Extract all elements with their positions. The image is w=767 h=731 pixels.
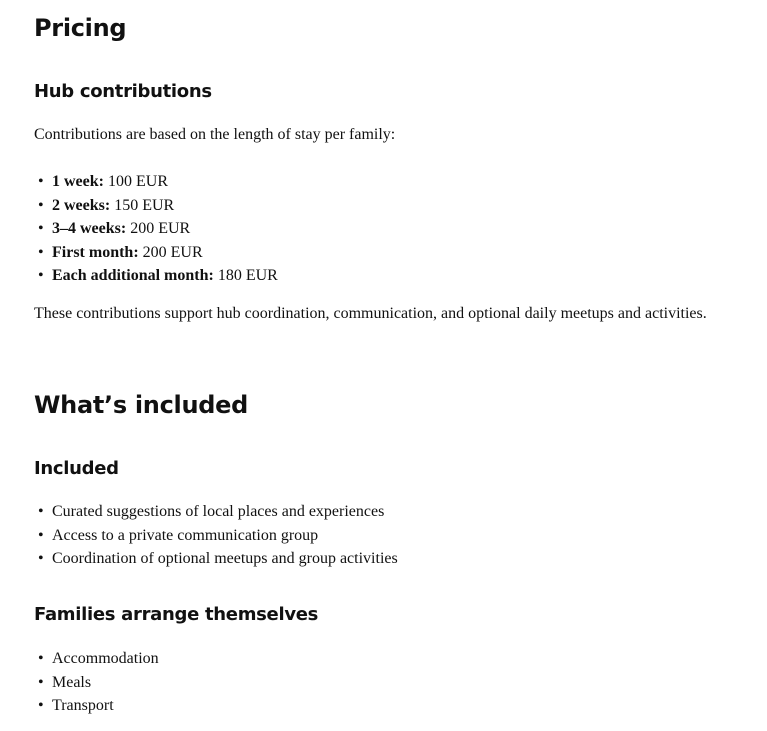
price-label: 2 weeks: (52, 196, 111, 214)
included-item: • Curated suggestions of local places and experiences (38, 500, 398, 524)
price-label: 1 week: (52, 173, 104, 190)
price-item-2-weeks (38, 194, 278, 218)
price-value: 150 EUR (110, 196, 175, 214)
price-label: 3–4 weeks: (52, 220, 127, 237)
contribution-price-list (38, 170, 278, 288)
price-value: 100 EUR (103, 173, 168, 190)
price-value: 180 EUR (213, 267, 278, 284)
price-item-3-4-weeks (38, 217, 278, 241)
contributions-note: These contributions support hub coordination, communication, and optional daily meetups and activities. (34, 305, 707, 322)
price-label: First month: (52, 243, 139, 261)
families-arrange-list (38, 647, 159, 718)
hub-contributions-heading: Hub contributions (34, 81, 212, 102)
families-item: • Accommodation (38, 647, 159, 671)
price-value: 200 EUR (138, 243, 203, 261)
price-item-1-week (38, 170, 278, 194)
price-item-additional-month (38, 264, 278, 288)
pricing-heading: Pricing (34, 14, 127, 42)
included-list (38, 500, 398, 571)
contributions-intro: Contributions are based on the length of stay per family: (34, 126, 396, 143)
families-arrange-heading: Families arrange themselves (34, 604, 319, 625)
included-item: • Coordination of optional meetups and group activities (38, 547, 398, 571)
included-heading: Included (34, 458, 119, 479)
families-item: • Transport (38, 694, 159, 718)
price-item-first-month (38, 241, 278, 265)
price-value: 200 EUR (126, 220, 191, 237)
price-label: Each additional month: (52, 267, 214, 284)
included-item: • Access to a private communication group (38, 524, 398, 548)
families-item: • Meals (38, 671, 159, 695)
whats-included-heading: What’s included (34, 391, 248, 419)
